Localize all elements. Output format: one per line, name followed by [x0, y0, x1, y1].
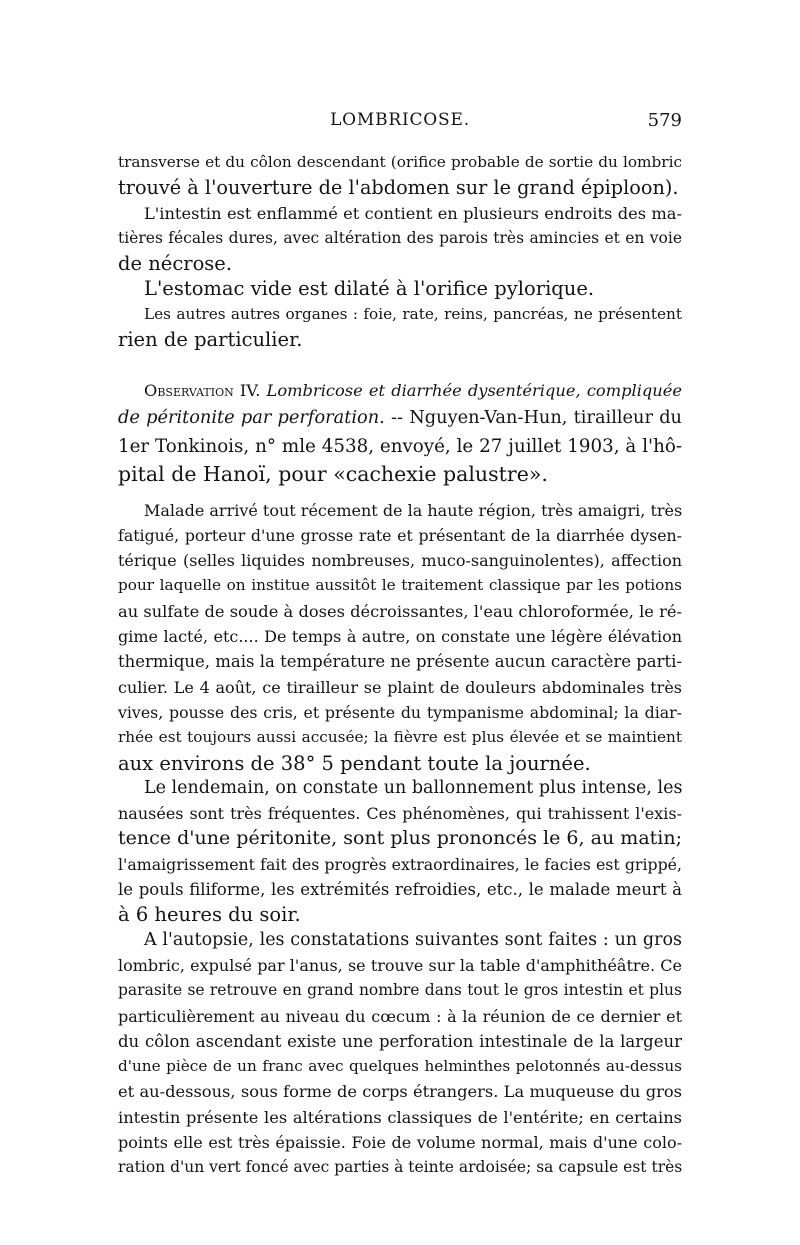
text-line: Malade arrivé tout récement de la haute région, très amaigri, très — [144, 500, 683, 520]
paragraph — [118, 302, 682, 353]
text-line: L'estomac vide est dilaté à l'orifice pylorique. — [144, 277, 595, 301]
paragraph — [118, 201, 682, 277]
text-line: A l'autopsie, les constatations suivantes sont faites : un gros — [144, 929, 682, 950]
text-line: le pouls filiforme, les extrémités refroidies, etc., le malade meurt à — [118, 880, 682, 900]
text-line: de nécrose. — [118, 252, 233, 276]
text-line: Le lendemain, on constate un ballonnement plus intense, les — [144, 777, 683, 798]
text-line: l'amaigrissement fait des progrès extraordinaires, le facies est grippé, — [118, 854, 682, 874]
text-line: Les autres autres organes : foie, rate, reins, pancréas, ne présentent — [144, 304, 682, 323]
text-line: fatigué, porteur d'une grosse rate et présentant de la diarrhée dysen- — [118, 525, 682, 545]
observation-line: pital de Hanoï, pour «cachexie palustre». — [118, 461, 548, 486]
text-line: transverse et du côlon descendant (orifice probable de sortie du lombric — [118, 153, 682, 171]
observation-label: Observation IV. — [144, 381, 261, 401]
patient-name: -- Nguyen-Van-Hun, tirailleur du — [384, 408, 682, 429]
text-line: pour laquelle on institue aussitôt le traitement classique par les potions — [118, 576, 682, 595]
text-line: parasite se retrouve en grand nombre dans tout le gros intestin et plus — [118, 981, 682, 1000]
text-line: térique (selles liquides nombreuses, muco-sanguinolentes), affection — [118, 551, 682, 571]
text-line: rhée est toujours aussi accusée; la fièvre est plus élevée et se maintient — [118, 728, 682, 747]
body-text — [118, 150, 682, 1181]
text-line: à 6 heures du soir. — [118, 903, 301, 927]
text-line: d'une pièce de un franc avec quelques helminthes pelotonnés au-dessus — [118, 1057, 682, 1076]
text-line: au sulfate de soude à doses décroissantes, l'eau chloroformée, le ré- — [118, 601, 682, 621]
text-line: L'intestin est enflammé et contient en plusieurs endroits des ma- — [144, 203, 682, 223]
text-line: gime lacté, etc.... De temps à autre, on constate une légère élévation — [118, 627, 682, 647]
text-line: trouvé à l'ouverture de l'abdomen sur le grand épiploon). — [118, 176, 679, 200]
text-line: tières fécales dures, avec altération des parois très amincies et en voie — [118, 228, 682, 247]
text-line: culier. Le 4 août, ce tirailleur se plaint de douleurs abdominales très — [118, 677, 682, 697]
observation-line: 1er Tonkinois, n° mle 4538, envoyé, le 27 juillet 1903, à l'hô- — [118, 435, 682, 457]
paragraph — [118, 776, 682, 928]
text-line: intestin présente les altérations classiques de l'entérite; en certains — [118, 1107, 682, 1127]
section-gap — [118, 352, 682, 377]
page-header — [118, 110, 682, 136]
paragraph — [118, 928, 682, 1181]
text-line: ration d'un vert foncé avec parties à teinte ardoisée; sa capsule est très — [118, 1158, 683, 1177]
running-title: LOMBRICOSE. — [330, 110, 470, 130]
text-line: nausées sont très fréquentes. Ces phénomènes, qui trahissent l'exis- — [118, 804, 682, 824]
page-number: 579 — [647, 110, 682, 131]
text-line: rien de particulier. — [118, 328, 303, 352]
text-line: du côlon ascendant existe une perforation intestinale de la largeur — [118, 1031, 682, 1051]
paragraph — [118, 276, 682, 301]
text-line: lombric, expulsé par l'anus, se trouve sur la table d'amphithéâtre. Ce — [118, 955, 682, 975]
paragraph — [118, 498, 682, 776]
text-line: aux environs de 38° 5 pendant toute la journée. — [118, 751, 591, 775]
text-line: particulièrement au niveau du cœcum : à la réunion de ce dernier et — [118, 1006, 682, 1026]
observation-heading — [118, 377, 682, 488]
paragraph — [118, 150, 682, 201]
text-line: tence d'une péritonite, sont plus prononcés le 6, au matin; — [118, 827, 682, 850]
observation-title: Lombricose et diarrhée dysentérique, compliquée — [266, 381, 683, 401]
text-line: thermique, mais la température ne présente aucun caractère parti- — [118, 652, 683, 672]
observation-line — [118, 405, 682, 433]
case-report — [118, 498, 682, 1181]
text-line: points elle est très épaissie. Foie de volume normal, mais d'une colo- — [118, 1132, 682, 1152]
observation-line — [118, 377, 682, 405]
text-line: et au-dessous, sous forme de corps étrangers. La muqueuse du gros — [118, 1082, 682, 1102]
observation-title-cont: de péritonite par perforation. — [118, 408, 385, 429]
text-line: vives, pousse des cris, et présente du tympanisme abdominal; la diar- — [118, 702, 682, 722]
